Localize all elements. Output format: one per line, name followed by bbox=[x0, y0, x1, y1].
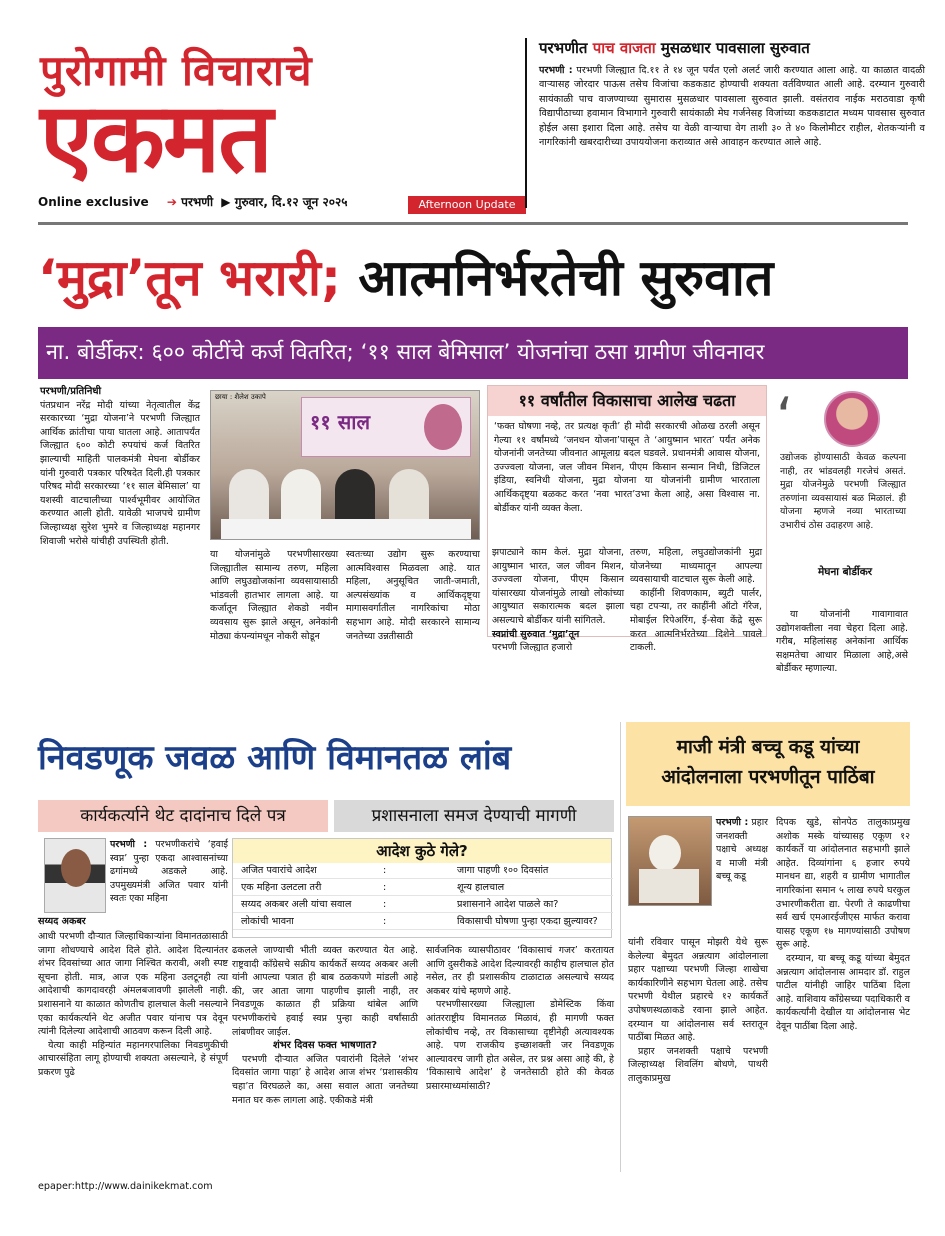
election-column-1 bbox=[38, 930, 228, 1174]
development-box bbox=[487, 385, 767, 654]
development-highlight: ‘फक्त घोषणा नव्हे, तर प्रत्यक्ष कृती’ ही मोदी सरकारची ओळख ठरली असून गेल्या ११ वर्षांमध्ये ‘जनधन योजना’पासून ते ‘आयुष्मान भारत’ पर्यंत अनेक योजनांनी जनतेच्या जीवनात आमूलाग्र बदल घडवले. प्रधानमंत्री आवास योजना, उज्ज्वला योजना, जल जीवन मिशन, पीएम किसान सन्मान निधी, डिजिटल इंडिया, स्वनिधी योजना, मुद्रा योजना या योजनांनी ग्रामीण भारताला आर्थिकदृष्ट्या बळकट करत ‘नवा भारत’उभा केला आहे, असा विश्वास ना. बोर्डीकर यांनी व्यक्त केला. bbox=[494, 421, 760, 514]
top-story-body: परभणी : परभणी जिल्ह्यात दि.११ ते १४ जून पर्यंत एलो अलर्ट जारी करण्यात आला आहे. या काळात वादळी वाऱ्यासह जोरदार पाऊस तसेच विजांचा कडकडाट होण्याची शक्यता वर्तविण्यात आली आहे. दरम्यान गुरुवारी सायंकाळी पाच वाजण्याच्या सुमारास मुसळधार पावसाला सुरुवात झाली. वसंतराव नाईक मराठवाडा कृषी विद्यापीठाच्या हवामान विभागाने गुरुवारी सायंकाळी मेघ गर्जनेसह विजांच्या कडकडाटात मध्यम पावसास सुरुवात होईल असा इशारा दिला आहे. तसेच या वेळी वाऱ्याचा वेग ताशी ३० ते ४० किलोमीटर राहील, शेतकऱ्यांनी व नागरिकांनी खबरदारीच्या उपाययोजना कराव्यात असे आवाहन करण्यात आले आहे. bbox=[539, 65, 925, 149]
photo-credit: छाया : शैलेश उकापे bbox=[215, 393, 266, 401]
orders-table bbox=[232, 838, 612, 938]
development-body-a2: परभणी जिल्ह्यात हजारो bbox=[492, 642, 573, 654]
table-row: सय्यद अकबर अली यांचा सवाल : प्रशासनाने आदेश पाळले का? bbox=[233, 897, 613, 913]
development-column-b bbox=[630, 546, 762, 654]
orders-table-title: आदेश कुठे गेले? bbox=[233, 839, 611, 863]
election-subhead-2: प्रशासनाला समज देण्याची मागणी bbox=[334, 800, 614, 832]
bachchu-body-1b: प्रहार जनशक्ती पक्षाचे परभणी जिल्हाध्यक्ष शिवलिंग बोधणे, पाथरी तालुकाप्रमुख bbox=[628, 1045, 768, 1084]
election-subhead-1: कार्यकर्त्याने थेट दादांनाच दिले पत्र bbox=[38, 800, 328, 832]
election-column-1-top bbox=[110, 838, 228, 930]
development-body-b2: काहींनी शिवणकाम, ब्युटी पार्लर, चहा टपऱ्या, तर काहींनी ऑटो गॅरेज, मोबाईल रिपेअरिंग, ई-सेवा केंद्रे सुरू करत आत्मनिर्भरतेच्या दिशेने पावले टाकली. bbox=[630, 587, 762, 654]
quote-name: मेघना बोर्डीकर bbox=[818, 566, 873, 578]
table-row: अजित पवारांचे आदेश : जागा पाहणी १०० दिवसांत bbox=[233, 863, 613, 879]
lead-byline: परभणी/प्रतिनिधी bbox=[40, 386, 102, 397]
development-title: ११ वर्षांतील विकासाचा आलेख चढता bbox=[488, 386, 766, 416]
election-body-1: आधी परभणी दौऱ्यात जिल्हाधिकाऱ्यांना विमानतळासाठी जागा शोधण्याचे आदेश दिले होते. आदेश दिल्यानंतर शंभर दिवसांच्या आत जागा निश्चित करावी, अशी स्पष्ट सूचना होती. मात्र, आज एक महिना उलटूनही त्या आदेशाची कागदावरही अंमलबजावणी झालेली नाही. प्रशासनाने या काळात कोणतीच हालचाल केली नसल्याने एका कार्यकर्त्याने थेट अजीत पवार यांनाच पत्र देवून त्यांनी दिलेल्या आदेशाची आठवण करून दिली आहे. bbox=[38, 931, 228, 1038]
quote-mark-icon: ‘ bbox=[776, 386, 794, 449]
lead-body-2: या योजनांमुळे परभणीसारख्या जिल्ह्यातील सामान्य तरुण, महिला आणि लघुउद्योजकांना व्यवसायासाठी भांडवली हातभार लागला आहे. या कर्जातून जिल्ह्यात शेकडो नवीन व्यवसाय सुरू झाले असून, अनेकांनी मोठ्या कंपन्यांमधून नोकरी सोडून bbox=[210, 549, 338, 642]
bachchu-dateline: परभणी : bbox=[716, 817, 749, 828]
election-body-3: सार्वजनिक व्यासपीठावर ‘विकासाचं गजर’ करतायत आणि दुसरीकडे आदेश दिल्यावरही काहीच हालचाल होत नसेल, तर ही प्रशासकीय टाळाटाळ असल्याचे सय्यद अकबर यांचे म्हणणे आहे. bbox=[426, 945, 614, 997]
bachchu-side-column bbox=[716, 816, 768, 936]
development-body-a: झपाट्याने काम केलं. मुद्रा योजना, आयुष्मान भारत, जल जीवन मिशन, उज्ज्वला योजना, पीएम किसान यांसारख्या योजनांमुळे लाखो लोकांच्या आयुष्यात सकारात्मक बदल झाला असल्याचे बोर्डीकर यांनी सांगितले. bbox=[492, 547, 624, 626]
section-divider bbox=[38, 222, 908, 225]
online-exclusive-label: Online exclusive bbox=[38, 195, 149, 209]
election-body-3b: परभणीसारख्या जिल्ह्याला डोमेस्टिक किंवा आंतरराष्ट्रीय विमानतळ मिळावं, ही मागणी फक्त लोकांचीच नव्हे, तर विकासाच्या दृष्टीनेही अत्यावश्यक आहे. पण राजकीय इच्छाशक्ती जर निवडणूक आल्यावरच जागी होत असेल, तर प्रश्न असा आहे की, हे ‘विकासाचे आदेश’ हे जनतेसाठी होते की केवळ प्रसारमाध्यमांसाठी? bbox=[426, 999, 614, 1092]
quote-after-text: या योजनांनी गावागावात उद्योगशक्तीला नवा चेहरा दिला आहे. गरीब, महिलांसह अनेकांना आर्थिक सक्षमतेचा आधार मिळाला आहे,असे बोर्डीकर म्हणाल्या. bbox=[776, 609, 908, 675]
date-label: गुरुवार, दि.१२ जून २०२५ bbox=[234, 195, 348, 209]
election-body-1b: येत्या काही महिन्यांत महानगरपालिका निवडणुकीची आचारसंहिता लागू होण्याची शक्यता असल्याने, हे संपूर्ण प्रकरण पुढे bbox=[38, 1039, 228, 1078]
election-subhead-3: शंभर दिवस फक्त भाषणात? bbox=[272, 1040, 378, 1052]
play-icon: ▶ bbox=[221, 195, 231, 209]
masthead-logo: एकमत bbox=[40, 82, 271, 194]
lead-body-1: पंतप्रधान नरेंद्र मोदी यांच्या नेतृत्वातील केंद्र सरकारच्या ‘मुद्रा योजना’ने परभणी जिल्ह्यात आर्थिक क्रांतीचा पाया घातला आहे. आतापर्यंत जिल्ह्यात ६०० कोटी रुपयांचं कर्ज वितरित झाल्याची माहिती पालकमंत्री मेघना बोर्डीकर यांनी गुरुवारी पत्रकार परिषदेत दिली.ही पत्रकार परिषद मोदी सरकारच्या ‘११ साल बेमिसाल’ या यशस्वी वाटचालीच्या पार्श्वभूमीवर आयोजित करण्यात आली होती. यावेळी भाजपचे ग्रामीण जिल्हाध्यक्ष सुरेश भुमरे व जिल्हाध्यक्ष महानगर शिवाजी भरोसे यांचीही उपस्थिती होती. bbox=[40, 399, 200, 547]
column-divider bbox=[620, 722, 621, 1172]
bachchu-column-1 bbox=[628, 936, 768, 1174]
epaper-link[interactable]: epaper:http://www.dainikekmat.com bbox=[38, 1181, 213, 1192]
afternoon-update-badge: Afternoon Update bbox=[408, 196, 526, 214]
quote-text: उद्योजक होण्यासाठी केवळ कल्पना नाही, तर भांडवलही गरजेचं असतं. मुद्रा योजनेमुळे परभणी जिल्ह्यात तरुणांना व्यवसायासं बळ मिळालं. ही योजना म्हणजे नव्या भारताच्या उभारीचं ठोस उदाहरण आहे. bbox=[780, 452, 906, 531]
table-row: लोकांची भावना : विकासाची घोषणा पुन्हा एकदा झुल्यावर? bbox=[233, 914, 613, 930]
bachchu-body-2: दिपक खुडे, सोनपेठ तालुकाप्रमुख अशोक मस्के यांच्यासह एकूण १२ कार्यकर्ते या आंदोलनात सहभागी झाले आहेत. दिव्यांगांना ६ हजार रुपये मानधन द्या, शहरी व ग्रामीण भागातील नागरिकांना समान ५ लाख रुपये घरकुल उभारणीकरीता द्या. पेरणी ते काढणीचा सर्व खर्च एमआरईजीएस मार्फत करावा यासह एकूण १७ मागण्यांसाठी उपोषण सुरू आहे. bbox=[776, 817, 910, 951]
development-body-b: तरुण, महिला, लघुउद्योजकांनी मुद्रा योजनेच्या माध्यमातून आपल्या व्यवसायाची वाटचाल सुरू केली आहे. bbox=[630, 547, 762, 586]
top-story-headline: परभणीत पाच वाजता मुसळधार पावसाला सुरुवात bbox=[539, 39, 810, 57]
election-body-2: ढकलले जाण्याची भीती व्यक्त करण्यात येत आहे. राष्ट्रवादी काँग्रेसचे सक्रीय कार्यकर्ते सय्यद अकबर अली यांनी आपल्या पत्रात ही बाब ठळकपणे मांडली आहे की, जर आता जागा पाहणीच झाली नाही, तर निवडणूक काळात ही प्रक्रिया थांबेल आणि परभणीकरांचे हवाई स्वप्न पुन्हा काही वर्षांसाठी लांबणीवर जाईल. bbox=[232, 945, 418, 1038]
bachchu-headline: माजी मंत्री बच्चू कडू यांच्या आंदोलनाला परभणीतून पाठिंबा bbox=[626, 722, 910, 806]
lead-headline: ‘मुद्रा’तून भरारी; आत्मनिर्भरतेची सुरुवात bbox=[38, 249, 774, 307]
bachchu-body-2b: दरम्यान, या बच्चू कडू यांच्या बेमुदत अन्नत्याग आंदोलनास आमदार डॉ. राहुल पाटील यांनीही जाहिर पाठिंबा दिला आहे. वाशिवाय काँग्रेसच्या पदाधिकारी व कार्यकर्त्यांनी देखील या आंदोलनास भेट देवून पाठींबा दिला आहे. bbox=[776, 952, 910, 1032]
bachchu-column-2 bbox=[776, 816, 910, 1174]
election-column-3 bbox=[426, 944, 614, 1174]
banner-text: ११ साल bbox=[310, 410, 371, 434]
top-story bbox=[525, 38, 925, 208]
lead-column-1 bbox=[40, 385, 200, 715]
election-body-2b: परभणी दौऱ्यात अजित पवारांनी दिलेले ‘शंभर दिवसांत जागा पाहा’ हे आदेश आज शंभर ‘प्रशासकीय चहा’त विरघळले का, असा सवाल आता जनतेच्या मनात घर करू लागला आहे. एकीकडे मंत्री bbox=[232, 1053, 418, 1106]
lead-column-2 bbox=[210, 548, 338, 716]
lead-body-3: स्वतःच्या उद्योग सुरू करण्याचा आत्मविश्वास मिळवला आहे. यात महिला, अनुसूचित जाती-जमाती, अल्पसंख्यांक व आर्थिकदृष्ट्या मागासवर्गातील नागरिकांचा मोठा सहभाग आहे. मोदी सरकारने सामान्य जनतेच्या उन्नतीसाठी bbox=[346, 549, 480, 642]
bachchu-intro: प्रहार जनशक्ती पक्षाचे अध्यक्ष व माजी मंत्री बच्चू कडू bbox=[716, 817, 768, 883]
election-column-2 bbox=[232, 944, 418, 1174]
protest-photo bbox=[628, 816, 712, 906]
press-conference-photo bbox=[210, 390, 480, 540]
city-label: परभणी bbox=[181, 195, 214, 209]
election-intro: परभणीकरांचे ‘हवाई स्वप्न’ पुन्हा एकदा आश्वासनांच्या ढगांमध्ये अडकले आहे. उपमुख्यमंत्री अजित पवार यांनी स्वतः एका महिना bbox=[110, 839, 228, 905]
development-subhead: स्वप्नांची सुरुवात ‘मुद्रा’तून bbox=[492, 628, 580, 640]
event-banner bbox=[301, 397, 471, 457]
avatar bbox=[824, 391, 880, 447]
development-column-a bbox=[492, 546, 624, 654]
akbar-photo bbox=[44, 838, 106, 913]
lead-column-3 bbox=[346, 548, 480, 716]
arrow-right-icon: ➔ bbox=[166, 195, 177, 209]
lead-subhead: ना. बोर्डीकर: ६०० कोटींचे कर्ज वितरित; ‘११ साल बेमिसाल’ योजनांचा ठसा ग्रामीण जीवनावर bbox=[38, 327, 908, 379]
bachchu-body-1: यांनी रविवार पासून मोझरी येथे सुरू केलेल्या बेमुदत अन्नत्याग आंदोलनाला प्रहार पक्षाच्या परभणी जिल्हा शाखेचा कार्यकारिणीने सहभाग घेतला आहे. तसेच परभणी येथील प्रहारचे १२ कार्यकर्ते उपोषणस्थळाकडे रवाना झाले आहेत. दरम्यान या आंदोलनास सर्व स्तरातून पाठींबा मिळत आहे. bbox=[628, 937, 768, 1044]
election-dateline: परभणी : bbox=[110, 839, 148, 850]
masthead-tagline: पुरोगामी विचाराचे bbox=[40, 46, 313, 95]
quote-after-column bbox=[776, 608, 908, 716]
quote-box bbox=[768, 385, 908, 585]
photo-caption: सय्यद अकबर bbox=[38, 916, 86, 927]
table-row: एक महिना उलटला तरी : शून्य हालचाल bbox=[233, 880, 613, 896]
election-headline: निवडणूक जवळ आणि विमानतळ लांब bbox=[38, 738, 512, 778]
